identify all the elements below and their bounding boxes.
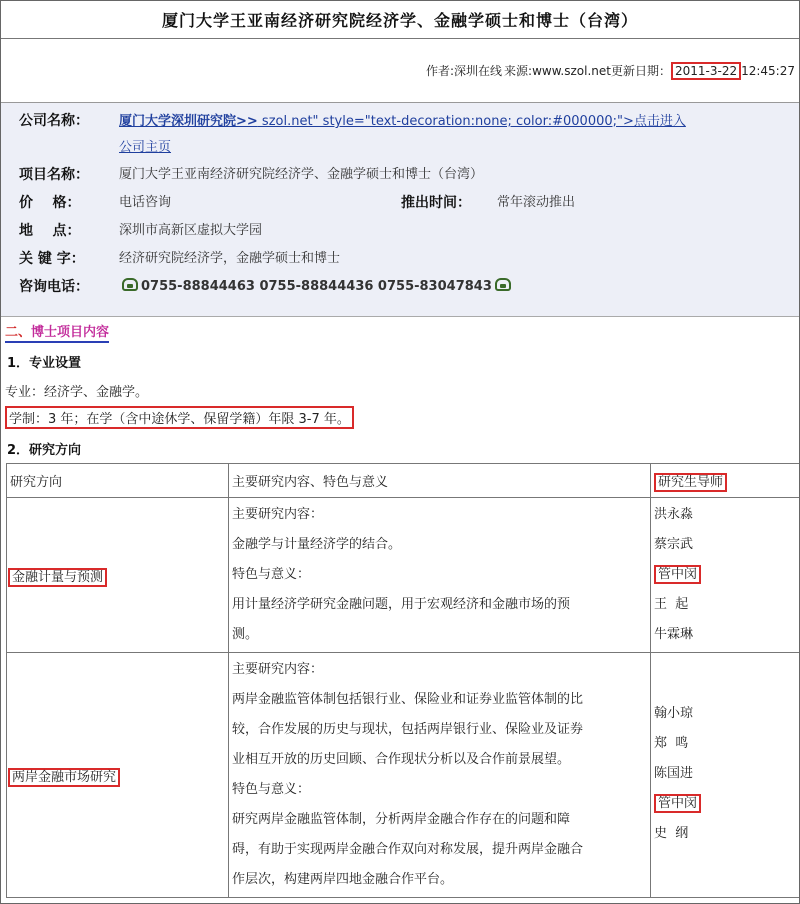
price-row <box>1 189 799 217</box>
table-header-row <box>7 464 800 498</box>
location-value: 深圳市高新区虚拟大学园 <box>119 223 263 238</box>
page-title: 厦门大学王亚南经济研究院经济学、金融学硕士和博士（台湾） <box>161 11 638 30</box>
phone-value-wrap <box>119 273 799 301</box>
content-line: 较，合作发展的历史与现状，包括两岸银行业、保险业及证券 <box>232 722 584 737</box>
mentor-name: 陈国进 <box>654 766 694 781</box>
content-line: 测。 <box>232 627 259 642</box>
company-raw-link[interactable]: szol.net" style="text-decoration:none; color:#000000;">点击进入 <box>257 114 686 129</box>
header-mentor: 研究生导师 <box>654 473 727 492</box>
phone-icon <box>495 278 511 291</box>
mentor-name: 王 起 <box>654 597 689 612</box>
mentor-name: 牛霖琳 <box>654 627 694 642</box>
company-value <box>119 107 799 161</box>
project-row <box>1 161 799 189</box>
header-direction: 研究方向 <box>7 464 229 498</box>
mentor-name-highlighted: 管中闵 <box>654 565 701 584</box>
location-label: 地 点： <box>19 223 81 239</box>
duration-text: 学制：3 年；在学（含中途休学、保留学籍）年限 3-7 年。 <box>5 406 354 429</box>
mentor-name: 蔡宗武 <box>654 537 694 552</box>
content-line: 特色与意义： <box>232 782 311 797</box>
direction-cell <box>7 498 229 653</box>
launch-label: 推出时间： <box>401 195 471 211</box>
header-mentor-cell <box>651 464 800 498</box>
phone-icon <box>122 278 138 291</box>
project-label: 项目名称： <box>19 167 89 183</box>
update-date: 2011-3-22 <box>671 62 741 80</box>
company-link[interactable]: 厦门大学深圳研究院>> <box>119 114 258 129</box>
price-label: 价 格： <box>19 195 81 211</box>
update-time: 12:45:27 <box>741 63 795 78</box>
updated-label: 更新日期： <box>610 64 671 78</box>
launch-value: 常年滚动推出 <box>497 195 576 210</box>
keywords-label: 关 键 字： <box>19 251 85 267</box>
content-line: 业相互开放的历史回顾、合作现状分析以及合作前景展望。 <box>232 752 571 767</box>
direction-text: 金融计量与预测 <box>8 568 107 587</box>
major-text: 专业：经济学、金融学。 <box>5 385 149 400</box>
keywords-value: 经济研究院经济学，金融学硕士和博士 <box>119 251 341 266</box>
mentor-name: 翰小琼 <box>654 706 694 721</box>
content-line: 主要研究内容： <box>232 662 324 677</box>
subheading-major: 1．专业设置 <box>7 356 82 371</box>
info-panel <box>1 103 799 317</box>
mentor-cell <box>651 653 800 898</box>
phone-row <box>1 273 799 301</box>
content-line: 研究两岸金融监管体制，分析两岸金融合作存在的问题和障 <box>232 812 571 827</box>
subheading-research: 2．研究方向 <box>7 443 82 458</box>
content-line: 用计量经济学研究金融问题，用于宏观经济和金融市场的预 <box>232 597 571 612</box>
content-line: 主要研究内容： <box>232 507 324 522</box>
mentor-name: 洪永淼 <box>654 507 694 522</box>
meta-bar <box>1 39 799 103</box>
section-heading-text: 博士项目内容 <box>31 325 110 340</box>
research-table <box>6 463 800 898</box>
direction-cell <box>7 653 229 898</box>
content-line: 作层次，构建两岸四地金融合作平台。 <box>232 872 454 887</box>
company-label: 公司名称： <box>19 113 89 129</box>
phd-section <box>1 317 799 898</box>
company-row <box>1 107 799 161</box>
mentor-name-highlighted: 管中闵 <box>654 794 701 813</box>
mentor-name: 郑 鸣 <box>654 736 689 751</box>
content-line: 碍，有助于实现两岸金融合作双向对称发展，提升两岸金融合 <box>232 842 584 857</box>
title-bar <box>1 1 799 39</box>
section-heading <box>5 321 109 343</box>
author-text: 作者:深圳在线 <box>425 64 503 78</box>
direction-text: 两岸金融市场研究 <box>8 768 120 787</box>
table-row <box>7 653 800 898</box>
phone-label: 咨询电话： <box>19 279 89 295</box>
keywords-row <box>1 245 799 273</box>
content-cell <box>229 498 651 653</box>
company-home-link[interactable]: 公司主页 <box>119 140 172 155</box>
source-text: 来源:www.szol.net <box>504 64 611 78</box>
header-content: 主要研究内容、特色与意义 <box>229 464 651 498</box>
section-heading-num: 二、 <box>5 325 32 340</box>
content-cell <box>229 653 651 898</box>
mentor-cell <box>651 498 800 653</box>
content-line: 两岸金融监管体制包括银行业、保险业和证券业监管体制的比 <box>232 692 584 707</box>
content-line: 金融学与计量经济学的结合。 <box>232 537 402 552</box>
content-line: 特色与意义： <box>232 567 311 582</box>
project-value: 厦门大学王亚南经济研究院经济学、金融学硕士和博士（台湾） <box>119 167 484 182</box>
table-row <box>7 498 800 653</box>
location-row <box>1 217 799 245</box>
price-value: 电话咨询 <box>119 195 172 210</box>
phone-value: 0755-88844463 0755-88844436 0755-83047843 <box>141 279 492 294</box>
mentor-name: 史 纲 <box>654 826 689 841</box>
